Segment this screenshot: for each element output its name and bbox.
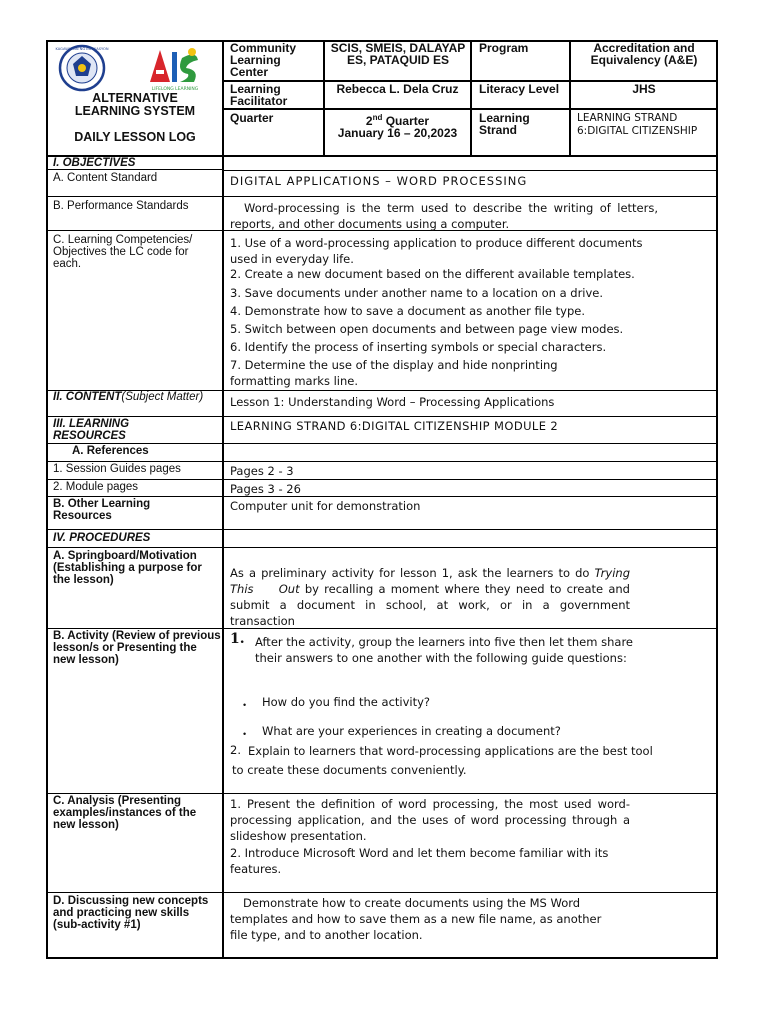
session-guides-value: Pages 2 - 3 <box>230 464 294 478</box>
bullet-icon: • <box>243 700 247 710</box>
facilitator-value: Rebecca L. Dela Cruz <box>336 82 459 96</box>
session-guides-label: 1. Session Guides pages <box>53 463 181 475</box>
table-border-left <box>46 157 48 959</box>
activity-number-1: 1. <box>230 631 245 647</box>
other-resources-label: B. Other Learning Resources <box>53 498 151 522</box>
competency-item: 6. Identify the process of inserting symbols or special characters. <box>230 340 607 354</box>
header-col-divider-4 <box>569 40 571 157</box>
springboard-label: A. Springboard/Motivation (Establishing a purpose for the lesson) <box>53 550 202 586</box>
competency-item: 3. Save documents under another name to a location on a drive. <box>230 286 604 300</box>
content-standard-value: DIGITAL APPLICATIONS – WORD PROCESSING <box>230 174 528 188</box>
row-divider <box>46 496 717 497</box>
activity-label: B. Activity (Review of previous lesson/s or Presenting the new lesson) <box>53 630 221 666</box>
module-pages-label: 2. Module pages <box>53 481 139 493</box>
header-border-bottom <box>46 155 718 157</box>
references-label: A. References <box>72 445 149 457</box>
discussing-value: Demonstrate how to create documents using the MS Word templates and how to save them as a new file name, as another file type, and to another location. <box>230 896 602 942</box>
literacy-label: Literacy Level <box>479 82 560 96</box>
bullet-icon: • <box>243 729 247 739</box>
competency-item: 1. Use of a word-processing application to produce different documents used in everyday life. <box>230 236 643 266</box>
content-value: Lesson 1: Understanding Word – Processing Applications <box>230 395 555 409</box>
activity-item-2-number: 2. <box>230 743 241 757</box>
table-border-bottom <box>46 957 718 959</box>
header-border-right <box>716 40 718 157</box>
quarter-value <box>326 112 469 139</box>
objectives-title: I. OBJECTIVES <box>53 157 136 169</box>
header-row-divider-2 <box>222 108 718 110</box>
discussing-label: D. Discussing new concepts and practicing new skills (sub-activity #1) <box>53 895 209 931</box>
strand-value: LEARNING STRAND 6:DIGITAL CITIZENSHIP <box>577 112 698 137</box>
content-label <box>53 391 219 403</box>
procedures-title: IV. PROCEDURES <box>53 532 151 544</box>
svg-text:LIFELONG LEARNING: LIFELONG LEARNING <box>151 87 199 92</box>
program-value: Accreditation and Equivalency (A&E) <box>590 41 698 67</box>
row-divider <box>46 196 717 197</box>
content-label-bold: II. CONTENT <box>53 391 122 403</box>
quarter-suffix: nd <box>372 113 383 122</box>
competency-item: 7. Determine the use of the display and hide nonprinting formatting marks line. <box>230 358 558 388</box>
row-divider <box>46 169 223 170</box>
org-title-line1: ALTERNATIVE <box>92 91 178 105</box>
activity-bullet: How do you find the activity? <box>262 695 431 709</box>
svg-text:KAGAWARAN NG EDUKASYON: KAGAWARAN NG EDUKASYON <box>55 47 109 51</box>
springboard-text-pre: As a preliminary activity for lesson 1, ask the learners to do <box>230 566 595 580</box>
analysis-item-2: 2. Introduce Microsoft Word and let them become familiar with its features. <box>230 846 609 876</box>
table-border-right <box>716 157 718 959</box>
activity-item-1: After the activity, group the learners into five then let them share their answers to one another with the following guide questions: <box>255 635 633 665</box>
quarter-dates: January 16 – 20,2023 <box>337 126 458 140</box>
row-divider <box>46 547 717 548</box>
analysis-label: C. Analysis (Presenting examples/instances of the new lesson) <box>53 795 197 831</box>
competency-item: 2. Create a new document based on the different available templates. <box>230 267 635 281</box>
org-title-line2: LEARNING SYSTEM <box>74 104 196 118</box>
quarter-number: 2 <box>365 114 373 128</box>
row-divider <box>46 529 717 530</box>
competency-item: 5. Switch between open documents and between page view modes. <box>230 322 624 336</box>
header-col-divider-2 <box>323 40 325 157</box>
activity-bullet: What are your experiences in creating a document? <box>262 724 561 738</box>
row-divider <box>46 479 717 480</box>
learning-resources-value: LEARNING STRAND 6:DIGITAL CITIZENSHIP MODULE 2 <box>230 419 559 433</box>
log-title: DAILY LESSON LOG <box>74 130 196 144</box>
performance-standards-label: B. Performance Standards <box>53 200 189 212</box>
quarter-word: Quarter <box>382 114 430 128</box>
header-col-divider-1 <box>222 40 224 157</box>
strand-label: Learning Strand <box>479 111 530 137</box>
activity-item-2: Explain to learners that word-processing applications are the best tool to create these documents conveniently. <box>232 744 653 777</box>
springboard-text-post: by recalling a moment where they need to create and submit a document in school, at work, or in a government transaction <box>230 582 630 628</box>
competency-item: 4. Demonstrate how to save a document as another file type. <box>230 304 585 318</box>
org-title <box>48 92 222 118</box>
program-label: Program <box>479 41 529 55</box>
analysis-item-1: 1. Present the definition of word processing, the most used word- processing application, and the uses of word processing through a slideshow presentation. <box>230 797 630 843</box>
header-col-divider-3 <box>470 40 472 157</box>
clc-label: Community Learning Center <box>230 41 296 79</box>
content-label-italic: (Subject Matter) <box>121 391 204 403</box>
als-logo <box>146 44 204 94</box>
performance-standards-value: Word-processing is the term used to describe the writing of letters, reports, and other documents using a computer. <box>230 201 658 231</box>
row-divider <box>46 443 717 444</box>
literacy-value: JHS <box>632 82 656 96</box>
other-resources-value: Computer unit for demonstration <box>230 499 421 513</box>
row-divider <box>46 892 717 893</box>
table-col-divider <box>222 157 224 959</box>
row-divider <box>46 461 717 462</box>
row-divider <box>223 170 717 171</box>
row-divider <box>46 416 717 417</box>
springboard-text-italic: Trying This Out <box>230 566 630 596</box>
deped-seal-logo <box>52 44 112 94</box>
clc-value: SCIS, SMEIS, DALAYAP ES, PATAQUID ES <box>330 41 466 67</box>
content-standard-label: A. Content Standard <box>53 172 158 184</box>
learning-resources-label: III. LEARNING RESOURCES <box>53 418 130 442</box>
facilitator-label: Learning Facilitator <box>230 82 288 108</box>
quarter-label: Quarter <box>230 111 274 125</box>
springboard-value <box>230 565 630 629</box>
competencies-label: C. Learning Competencies/ Objectives the LC code for each. <box>53 234 193 270</box>
module-pages-value: Pages 3 - 26 <box>230 482 301 496</box>
row-divider <box>46 793 717 794</box>
